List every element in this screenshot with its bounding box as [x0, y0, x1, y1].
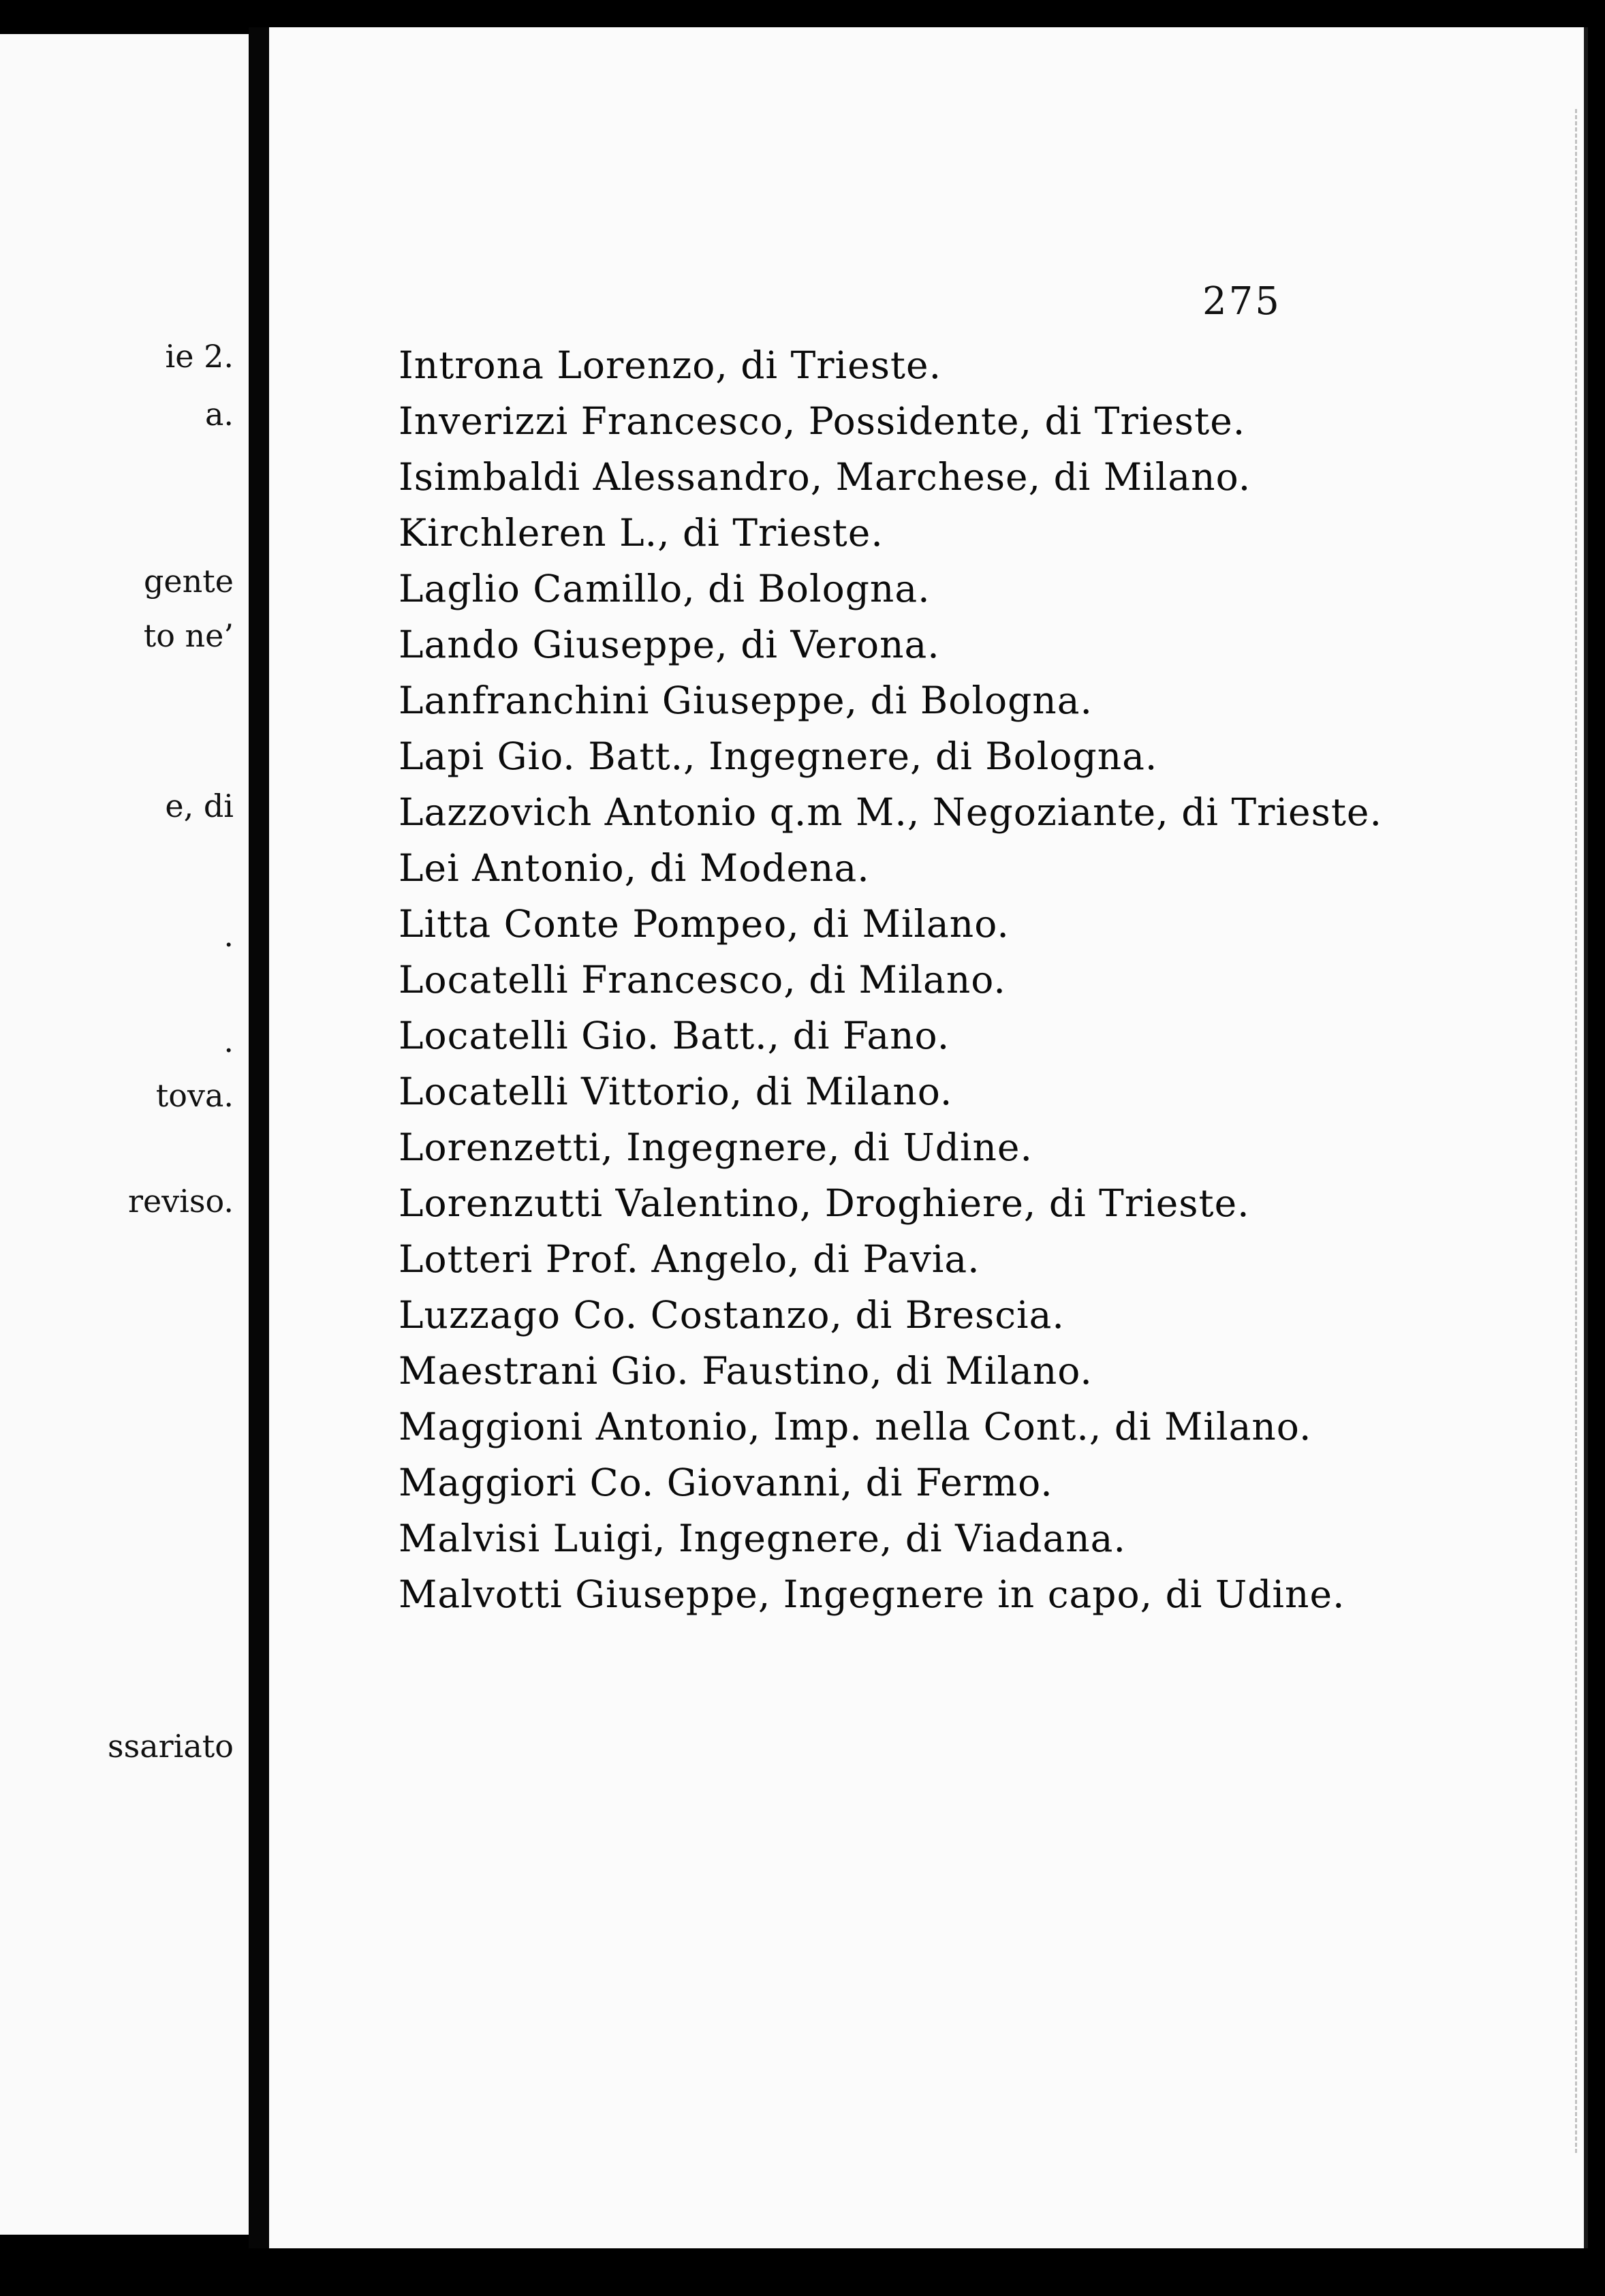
- list-item: Maggioni Antonio, Imp. nella Cont., di Milano.: [399, 1405, 1312, 1448]
- left-fragment: tova.: [155, 1077, 234, 1114]
- list-item: Lei Antonio, di Modena.: [399, 846, 870, 890]
- list-item: Lorenzutti Valentino, Droghiere, di Trieste.: [399, 1181, 1250, 1225]
- page-number: 275: [1202, 279, 1281, 324]
- list-item: Lanfranchini Giuseppe, di Bologna.: [399, 679, 1093, 722]
- list-item: Lazzovich Antonio q.m M., Negoziante, di Trieste.: [399, 790, 1382, 834]
- list-item: Introna Lorenzo, di Trieste.: [399, 343, 942, 387]
- left-fragment: .: [223, 1023, 234, 1059]
- list-item: Locatelli Vittorio, di Milano.: [399, 1070, 953, 1113]
- left-fragment: reviso.: [127, 1183, 234, 1220]
- list-item: Locatelli Gio. Batt., di Fano.: [399, 1014, 950, 1057]
- list-item: Isimbaldi Alessandro, Marchese, di Milano.: [399, 455, 1251, 499]
- list-item: Maestrani Gio. Faustino, di Milano.: [399, 1349, 1093, 1393]
- list-item: Maggiori Co. Giovanni, di Fermo.: [399, 1461, 1053, 1504]
- right-page: [269, 27, 1588, 2248]
- list-item: Malvisi Luigi, Ingegnere, di Viadana.: [399, 1517, 1126, 1560]
- list-item: Litta Conte Pompeo, di Milano.: [399, 902, 1010, 946]
- left-fragment: ie 2.: [165, 338, 234, 375]
- book-spine: [249, 27, 269, 2248]
- list-item: Lorenzetti, Ingegnere, di Udine.: [399, 1126, 1033, 1169]
- list-item: Kirchleren L., di Trieste.: [399, 511, 884, 555]
- left-page: [0, 34, 249, 2235]
- page-edge-shadow: [1570, 109, 1577, 2153]
- left-fragment: ssariato: [108, 1728, 234, 1765]
- left-fragment: e, di: [165, 788, 234, 824]
- list-item: Inverizzi Francesco, Possidente, di Trieste.: [399, 399, 1246, 443]
- list-item: Laglio Camillo, di Bologna.: [399, 567, 931, 610]
- list-item: Luzzago Co. Costanzo, di Brescia.: [399, 1293, 1065, 1337]
- list-item: Malvotti Giuseppe, Ingegnere in capo, di Udine.: [399, 1572, 1345, 1616]
- list-item: Lotteri Prof. Angelo, di Pavia.: [399, 1237, 980, 1281]
- list-item: Lapi Gio. Batt., Ingegnere, di Bologna.: [399, 734, 1158, 778]
- list-item: Locatelli Francesco, di Milano.: [399, 958, 1006, 1002]
- name-list: [399, 337, 1543, 1622]
- list-item: Lando Giuseppe, di Verona.: [399, 623, 940, 666]
- left-fragment: a.: [204, 396, 234, 433]
- left-fragment: .: [223, 917, 234, 954]
- left-fragment: to ne’: [143, 617, 234, 654]
- left-fragment: gente: [143, 563, 234, 600]
